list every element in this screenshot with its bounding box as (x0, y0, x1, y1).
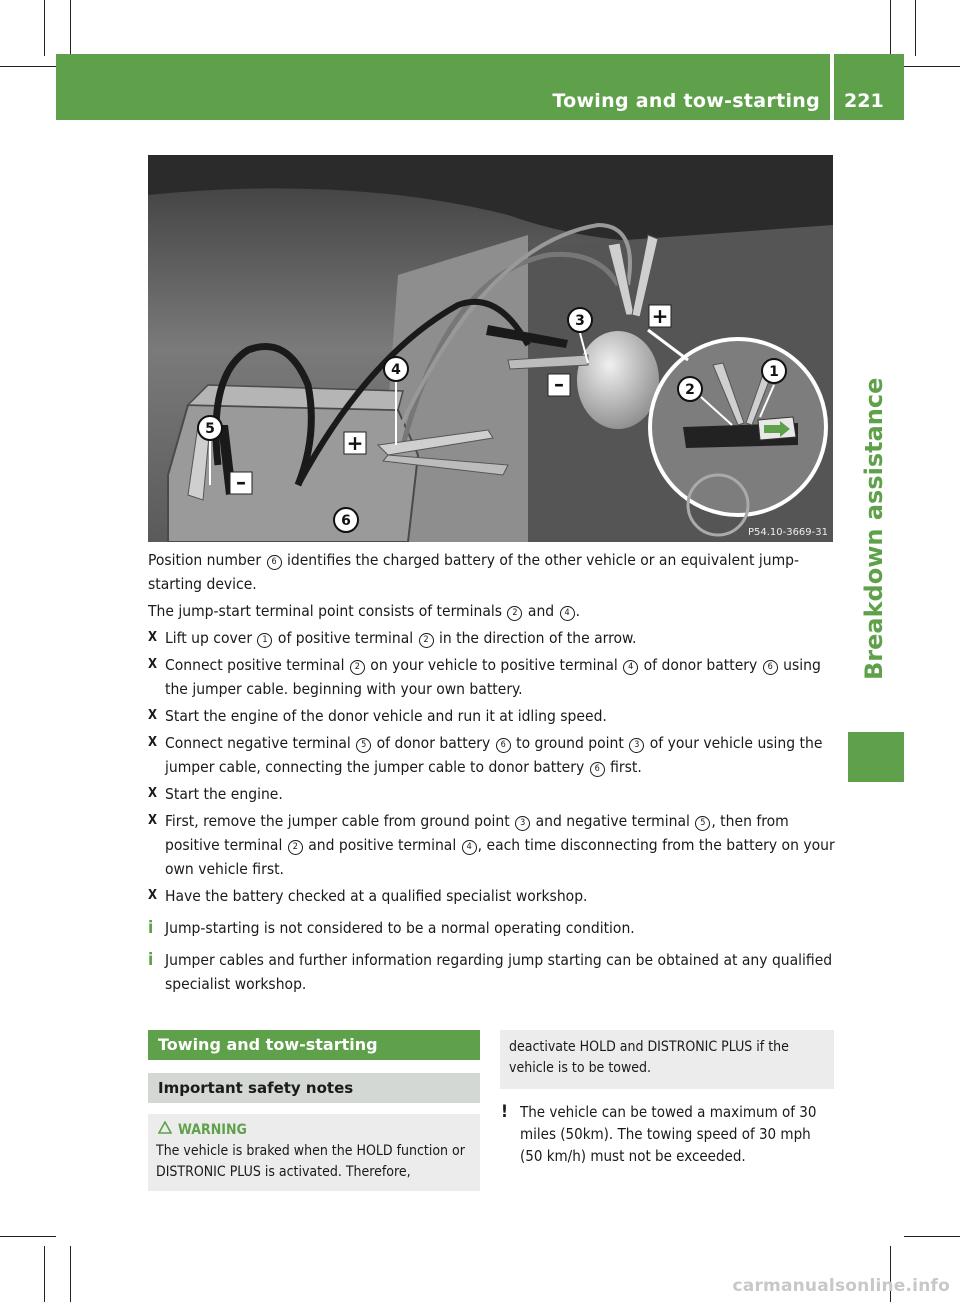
step-arrow-icon: X (148, 786, 158, 801)
step-item: X Start the engine of the donor vehicle and run it at idling speed. (148, 704, 838, 728)
step-item: X Lift up cover 1 of positive terminal 2 in the direction of the arrow. (148, 626, 838, 650)
running-header (56, 54, 830, 120)
info-icon: i (148, 918, 154, 938)
step-item: X First, remove the jumper cable from ground point 3 and negative terminal 5 , then from positive terminal 2 and positive terminal 4 , each time disconnecting from the battery on your own vehicle first. (148, 809, 838, 881)
step-item: X Connect negative terminal 5 of donor battery 6 to ground point 3 of your vehicle using the jumper cable, connecting the jumper cable to donor battery 6 first. (148, 731, 838, 779)
svg-text:+: + (651, 304, 669, 328)
step-arrow-icon: X (148, 630, 158, 645)
exclamation-icon: ! (501, 1102, 508, 1122)
svg-text:–: – (554, 372, 564, 396)
svg-text:6: 6 (341, 513, 351, 529)
crop-mark (904, 1236, 960, 1237)
warning-triangle-icon (158, 1120, 172, 1141)
svg-text:5: 5 (205, 421, 215, 437)
crop-mark (904, 66, 960, 67)
step-arrow-icon: X (148, 708, 158, 723)
chapter-marker-block (848, 732, 904, 782)
step-arrow-icon: X (148, 735, 158, 750)
section-heading: Towing and tow-starting (148, 1030, 480, 1060)
svg-text:+: + (346, 431, 364, 455)
page-number-box (834, 54, 904, 120)
crop-mark (915, 0, 916, 56)
crop-mark (0, 66, 56, 67)
header-section-title: Towing and tow-starting (552, 90, 820, 112)
page-number: 221 (844, 90, 884, 112)
step-item: X Have the battery checked at a qualified specialist workshop. (148, 884, 838, 908)
svg-text:3: 3 (575, 313, 585, 329)
minus-tag-donor (230, 470, 252, 494)
step-item: X Start the engine. (148, 782, 838, 806)
crop-mark (44, 1246, 45, 1302)
svg-text:2: 2 (685, 382, 695, 398)
info-icon: i (148, 950, 154, 970)
crop-mark (44, 0, 45, 56)
step-arrow-icon: X (148, 813, 158, 828)
info-note: i Jumper cables and further information regarding jump starting can be obtained at any qualified specialist workshop. (148, 950, 833, 993)
subsection-heading: Important safety notes (148, 1073, 480, 1103)
engine-bay-illustration (148, 155, 833, 542)
towing-section-continued (500, 1030, 834, 1167)
crop-mark (70, 0, 71, 56)
callout-ref: 4 (560, 606, 575, 621)
callout-ref: 2 (507, 606, 522, 621)
warning-heading: WARNING (158, 1120, 472, 1141)
towing-section (148, 1030, 480, 1191)
step-arrow-icon: X (148, 888, 158, 903)
caution-note: ! The vehicle can be towed a maximum of 30 miles (50km). The towing speed of 30 mph (50 km/h) must not be exceeded. (501, 1102, 817, 1165)
svg-text:4: 4 (391, 362, 401, 378)
warning-text: The vehicle is braked when the HOLD function or DISTRONIC PLUS is activated. Therefore, (156, 1143, 465, 1180)
warning-box-continued: deactivate HOLD and DISTRONIC PLUS if the vehicle is to be towed. (500, 1030, 834, 1089)
svg-text:–: – (236, 470, 246, 494)
instructions (148, 548, 838, 996)
plus-tag-vehicle (649, 304, 671, 328)
paragraph: The jump-start terminal point consists of terminals 2 and 4 . (148, 602, 581, 620)
figure-code: P54.10-3669-31 (747, 527, 828, 538)
chapter-side-tab (848, 160, 904, 720)
minus-tag-vehicle (548, 372, 570, 396)
callout-6 (334, 508, 358, 532)
svg-text:1: 1 (769, 364, 779, 380)
paragraph: Position number 6 identifies the charged battery of the other vehicle or an equivalent jump-starting device. (148, 551, 800, 593)
crop-mark (890, 0, 891, 56)
chapter-label: Breakdown assistance (860, 377, 888, 680)
info-note: i Jump-starting is not considered to be a normal operating condition. (148, 918, 635, 938)
step-arrow-icon: X (148, 657, 158, 672)
callout-ref: 6 (267, 555, 282, 570)
watermark: carmanualsonline.info (732, 1276, 950, 1296)
warning-box (148, 1114, 480, 1191)
crop-mark (70, 1246, 71, 1302)
crop-mark (0, 1236, 56, 1237)
jump-start-figure (148, 155, 833, 542)
coolant-reservoir (576, 330, 660, 430)
plus-tag-donor (344, 431, 366, 455)
step-item: X Connect positive terminal 2 on your vehicle to positive terminal 4 of donor battery 6 using the jumper cable. beginning with your own battery. (148, 653, 838, 701)
